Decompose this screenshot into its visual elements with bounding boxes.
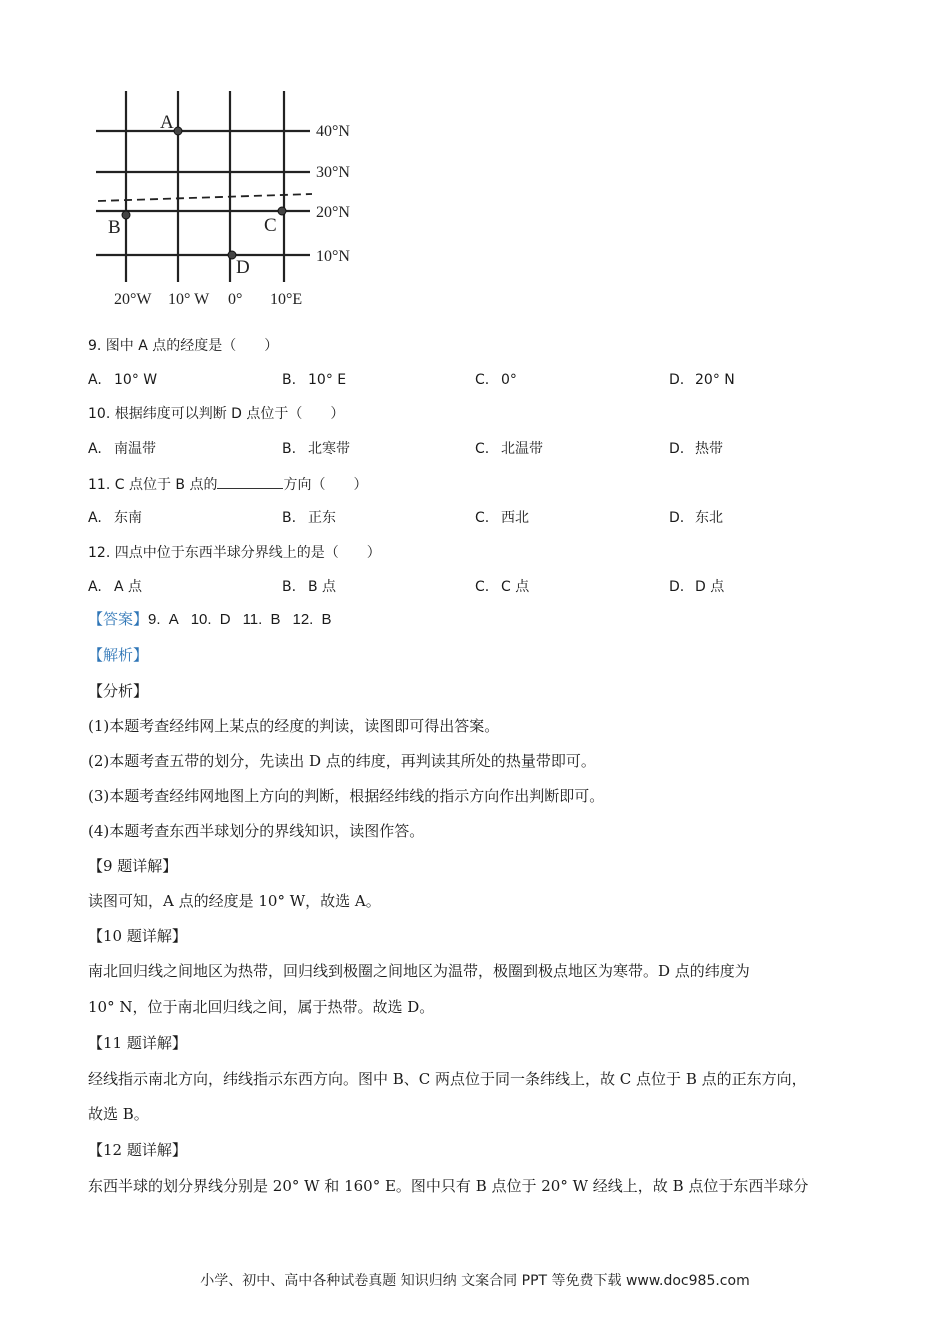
answer-value: 12. B: [292, 611, 332, 628]
q11-option-b: [282, 508, 336, 528]
detail-heading-11: 【11 题详解】: [88, 1034, 187, 1052]
lat-label-30n: 30°N: [316, 164, 350, 181]
option-letter: A.: [88, 441, 102, 457]
q11-option-a: [88, 508, 142, 528]
fenxi-heading: 【分析】: [88, 682, 149, 700]
answer-value: 11. B: [242, 611, 281, 628]
lon-label-10w: 10° W: [168, 291, 210, 308]
option-text: A 点: [114, 579, 143, 595]
option-text: 北温带: [501, 441, 543, 457]
q9-option-b: [282, 370, 346, 390]
lat-label-20n: 20°N: [316, 204, 350, 221]
option-letter: C.: [475, 441, 490, 457]
detail-line: 东西半球的划分界线分别是 20° W 和 160° E。图中只有 B 点位于 20° W 经线上，故 B 点位于东西半球分: [88, 1177, 809, 1195]
option-text: 南温带: [114, 441, 156, 457]
option-text: 正东: [308, 510, 336, 526]
answer-value: 10. D: [190, 611, 231, 628]
option-text: 10° E: [308, 372, 347, 388]
option-text: 10° W: [114, 372, 158, 388]
point-a-marker: [174, 127, 182, 135]
fenxi-line: (1)本题考查经纬网上某点的经度的判读，读图即可得出答案。: [88, 717, 500, 735]
lat-label-40n: 40°N: [316, 123, 350, 140]
question-9-stem: 9. 图中 A 点的经度是（ ）: [88, 338, 279, 354]
detail-line: 经线指示南北方向，纬线指示东西方向。图中 B、C 两点位于同一条纬线上，故 C 点位于 B 点的正东方向，: [88, 1070, 807, 1088]
q12-option-b: [282, 577, 336, 597]
option-text: D 点: [695, 579, 725, 595]
option-letter: B.: [282, 510, 297, 526]
point-b-label: B: [108, 217, 121, 238]
fenxi-line: (2)本题考查五带的划分，先读出 D 点的纬度，再判读其所处的热量带即可。: [88, 752, 596, 770]
detail-line: 故选 B。: [88, 1105, 149, 1123]
point-d-label: D: [236, 257, 250, 278]
option-letter: C.: [475, 510, 490, 526]
option-letter: B.: [282, 579, 297, 595]
q9-option-c: [475, 370, 517, 390]
q10-option-a: [88, 439, 156, 459]
option-text: B 点: [308, 579, 337, 595]
answer-tag: 【答案】: [88, 611, 149, 628]
point-c-label: C: [264, 215, 277, 236]
q9-option-d: [669, 370, 735, 390]
detail-line: 10° N，位于南北回归线之间，属于热带。故选 D。: [88, 998, 435, 1016]
q11-option-c: [475, 508, 529, 528]
option-text: 东南: [114, 510, 142, 526]
lon-label-10e: 10°E: [270, 291, 303, 308]
option-letter: B.: [282, 372, 297, 388]
answer-value: 9. A: [148, 611, 179, 628]
option-text: 热带: [695, 441, 723, 457]
point-d-marker: [228, 251, 236, 259]
lat-label-10n: 10°N: [316, 248, 350, 265]
detail-heading-12: 【12 题详解】: [88, 1141, 187, 1159]
answer-line: [88, 610, 332, 630]
option-text: C 点: [501, 579, 530, 595]
q12-option-c: [475, 577, 529, 597]
question-11-stem: [88, 474, 367, 495]
stem-text-after-blank: 方向（ ）: [283, 477, 368, 493]
detail-heading-10: 【10 题详解】: [88, 927, 187, 945]
analysis-tag: 【解析】: [88, 647, 149, 664]
fenxi-line: (4)本题考查东西半球划分的界线知识，读图作答。: [88, 822, 425, 840]
option-letter: D.: [669, 510, 685, 526]
q10-option-c: [475, 439, 543, 459]
option-letter: D.: [669, 579, 685, 595]
option-letter: C.: [475, 579, 490, 595]
q10-option-b: [282, 439, 350, 459]
fill-blank: [217, 474, 283, 489]
detail-heading-9: 【9 题详解】: [88, 857, 178, 875]
question-10-stem: 10. 根据纬度可以判断 D 点位于（ ）: [88, 406, 345, 422]
option-letter: A.: [88, 510, 102, 526]
point-b-marker: [122, 211, 130, 219]
option-letter: D.: [669, 372, 685, 388]
page-footer: 小学、初中、高中各种试卷真题 知识归纳 文案合同 PPT 等免费下载 www.doc985.com: [200, 1273, 750, 1289]
q11-option-d: [669, 508, 723, 528]
option-letter: B.: [282, 441, 297, 457]
q10-option-d: [669, 439, 723, 459]
detail-line: 南北回归线之间地区为热带，回归线到极圈之间地区为温带，极圈到极点地区为寒带。D 点的纬度为: [88, 962, 750, 980]
option-letter: C.: [475, 372, 490, 388]
option-text: 20° N: [695, 372, 735, 388]
option-letter: A.: [88, 579, 102, 595]
point-c-marker: [278, 207, 286, 215]
question-12-stem: 12. 四点中位于东西半球分界线上的是（ ）: [88, 545, 381, 561]
point-a-label: A: [160, 112, 174, 133]
stem-text-before-blank: 11. C 点位于 B 点的: [88, 477, 218, 493]
option-letter: D.: [669, 441, 685, 457]
q9-option-a: [88, 370, 157, 390]
option-text: 0°: [501, 372, 517, 388]
fenxi-line: (3)本题考查经纬网地图上方向的判断，根据经纬线的指示方向作出判断即可。: [88, 787, 605, 805]
lon-label-0: 0°: [228, 291, 243, 308]
lat-lon-grid-figure: [88, 86, 388, 314]
q12-option-a: [88, 577, 142, 597]
option-text: 东北: [695, 510, 723, 526]
tropic-dashed-line: [98, 194, 312, 201]
lon-label-20w: 20°W: [114, 291, 152, 308]
option-letter: A.: [88, 372, 102, 388]
q12-option-d: [669, 577, 724, 597]
option-text: 北寒带: [308, 441, 350, 457]
detail-line: 读图可知，A 点的经度是 10° W，故选 A。: [88, 892, 381, 910]
option-text: 西北: [501, 510, 529, 526]
